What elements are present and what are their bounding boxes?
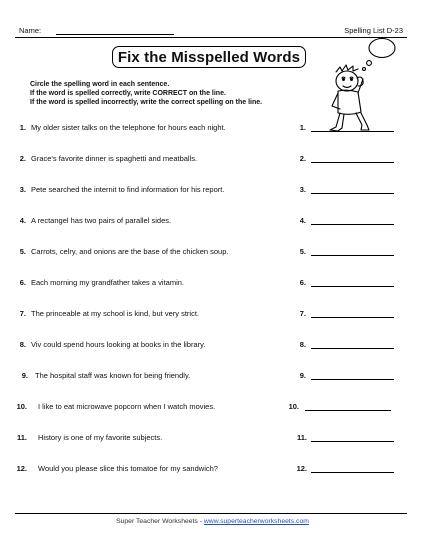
answer-line[interactable] [311,224,394,225]
item-number: 2. [19,154,26,163]
item-sentence: Carrots, celry, and onions are the base of the chicken soup. [31,247,229,256]
item-number: 7. [19,309,26,318]
footer-divider [15,513,407,514]
answer-line[interactable] [311,131,394,132]
list-item [0,154,425,168]
answer-line[interactable] [311,472,394,473]
item-sentence: Would you please slice this tomatoe for my sandwich? [38,464,218,473]
name-label: Name: [19,26,42,35]
item-number: 11. [16,433,27,442]
spelling-list-label: Spelling List D-23 [344,26,403,35]
item-sentence: The princeable at my school is kind, but very strict. [31,309,199,318]
answer-number: 8. [299,340,306,349]
answer-line[interactable] [311,379,394,380]
answer-number: 3. [299,185,306,194]
list-item [0,309,425,323]
answer-number: 7. [299,309,306,318]
item-number: 1. [19,123,26,132]
answer-line[interactable] [311,255,394,256]
list-item [0,216,425,230]
answer-number: 5. [299,247,306,256]
item-number: 10. [16,402,27,411]
item-sentence: My older sister talks on the telephone for hours each night. [31,123,226,132]
worksheet-title: Fix the Misspelled Words [112,46,306,68]
footer-brand: Super Teacher Worksheets [116,518,198,525]
list-item [0,402,425,416]
answer-line[interactable] [311,317,394,318]
name-line[interactable] [56,34,174,35]
item-number: 12. [16,464,27,473]
answer-line[interactable] [311,193,394,194]
item-sentence: Each morning my grandfather takes a vitamin. [31,278,184,287]
list-item [0,185,425,199]
list-item [0,247,425,261]
item-number: 9. [21,371,28,380]
item-number: 4. [19,216,26,225]
answer-number: 10. [288,402,299,411]
footer-url-link[interactable]: www.superteacherworksheets.com [203,518,309,525]
instruction-line: If the word is spelled correctly, write CORRECT on the line. [30,90,226,97]
answer-line[interactable] [311,441,394,442]
item-sentence: Grace's favorite dinner is spaghetti and meatballs. [31,154,198,163]
answer-number: 1. [299,123,306,132]
list-item [0,340,425,354]
item-sentence: A rectangel has two pairs of parallel sides. [31,216,172,225]
instruction-line: Circle the spelling word in each sentence. [30,81,170,88]
item-sentence: Pete searched the internit to find information for his report. [31,185,225,194]
item-sentence: History is one of my favorite subjects. [38,433,163,442]
answer-line[interactable] [311,348,394,349]
footer [0,518,425,525]
item-sentence: I like to eat microwave popcorn when I watch movies. [38,402,216,411]
instructions [30,80,262,107]
answer-line[interactable] [305,410,391,411]
item-sentence: The hospital staff was known for being friendly. [35,371,191,380]
item-number: 8. [19,340,26,349]
answer-number: 11. [296,433,307,442]
answer-number: 2. [299,154,306,163]
item-number: 3. [19,185,26,194]
item-sentence: Viv could spend hours looking at books in the library. [31,340,206,349]
answer-number: 12. [296,464,307,473]
answer-number: 9. [299,371,306,380]
list-item [0,371,425,385]
answer-number: 4. [299,216,306,225]
footer-separator: - [199,518,202,525]
list-item [0,464,425,478]
list-item [0,278,425,292]
answer-line[interactable] [311,162,394,163]
answer-number: 6. [299,278,306,287]
item-number: 5. [19,247,26,256]
answer-line[interactable] [311,286,394,287]
list-item [0,123,425,137]
item-number: 6. [19,278,26,287]
instruction-line: If the word is spelled incorrectly, write the correct spelling on the line. [30,99,263,106]
list-item [0,433,425,447]
